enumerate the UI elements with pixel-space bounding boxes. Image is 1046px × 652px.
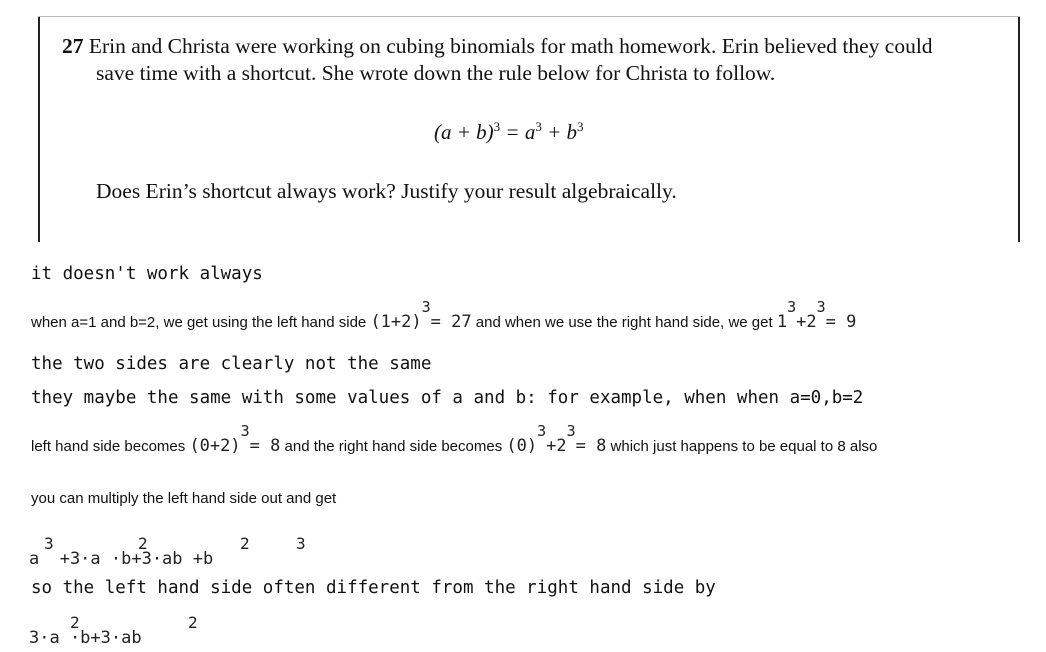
answer-line-4: they maybe the same with some values of a and b: for example, when when a=0,b=2 (31, 388, 864, 408)
problem-question: Does Erin’s shortcut always work? Justify your result algebraically. (96, 179, 677, 203)
right-border (1018, 17, 1020, 242)
problem-box (38, 16, 1020, 241)
answer-line-5: left hand side becomes (0+2)3= 8 and the right hand side becomes (0)3+23= 8 which just happens to be equal to 8 also (31, 422, 878, 456)
problem-number: 27 (62, 34, 84, 58)
problem-statement (62, 33, 1002, 87)
shortcut-formula: $(a + b)^3 = a^3 + b^3$ (434, 119, 584, 144)
left-border (38, 17, 40, 242)
answer-line-2: when a=1 and b=2, we get using the left hand side (1+2)3= 27 and when we use the right hand side, we get 13+23= 9 (31, 298, 857, 332)
answer-line-7: so the left hand side often different from the right hand side by (31, 578, 716, 598)
problem-line-1: Erin and Christa were working on cubing binomials for math homework. Erin believed they could (88, 34, 933, 58)
answer-line-1: it doesn't work always (31, 264, 263, 284)
answer-line-6: you can multiply the left hand side out and get (31, 490, 337, 507)
answer-line-3: the two sides are clearly not the same (31, 354, 432, 374)
problem-line-2: save time with a shortcut. She wrote down the rule below for Christa to follow. (96, 61, 776, 85)
